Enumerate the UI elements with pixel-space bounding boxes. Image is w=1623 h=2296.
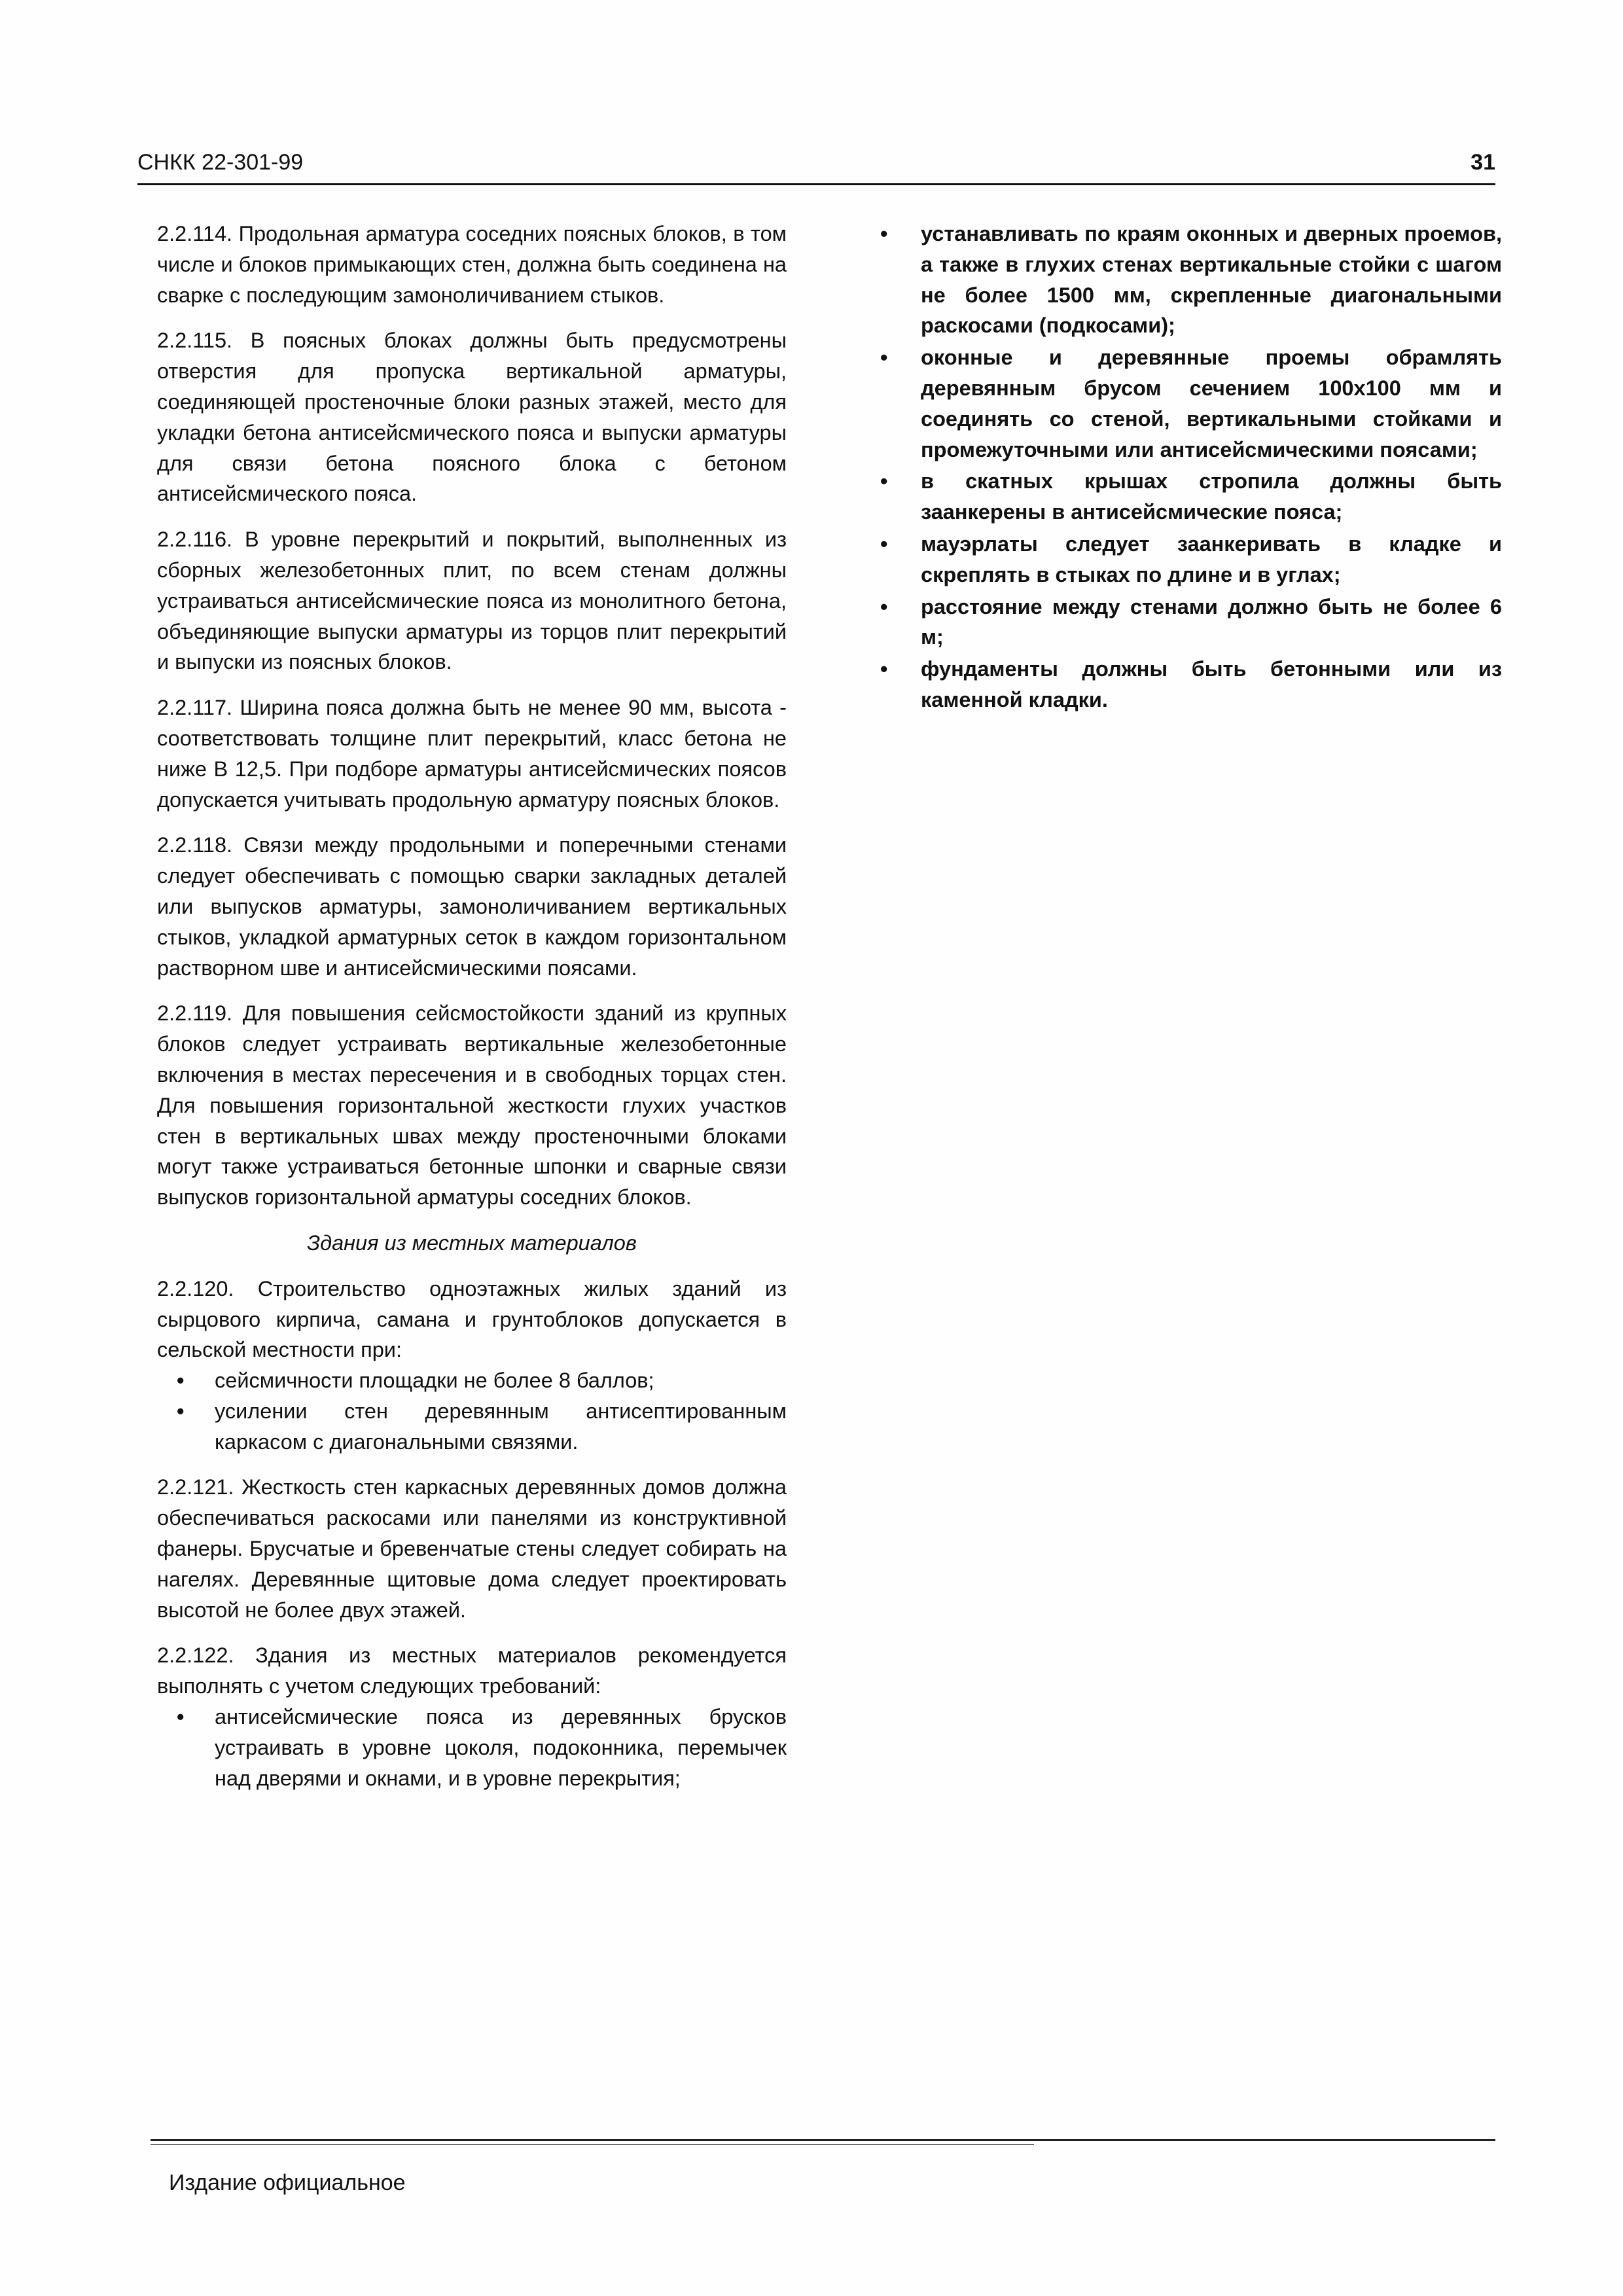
list-item: • устанавливать по краям оконных и дверных проемов, а также в глухих стенах вертикальные стойки с шагом не более 1500 мм, скрепленные диагональными раскосами (подкосами); — [880, 219, 1502, 341]
clause-2-2-120: 2.2.120. Строительство одноэтажных жилых зданий из сырцового кирпича, самана и грунтоблоков допускается в сельской местности при: — [157, 1276, 787, 1362]
clause-2-2-114: 2.2.114. Продольная арматура соседних поясных блоков, в том числе и блоков примыкающих стен, должна быть соединена на сварке с последующим замоноличиванием стыков. — [157, 222, 787, 307]
footer-note: Издание официальное — [169, 2170, 406, 2195]
document-code: СНКК 22-301-99 — [137, 150, 304, 175]
clause-2-2-117: 2.2.117. Ширина пояса должна быть не менее 90 мм, высота - соответствовать толщине плит перекрытий, класс бетона не ниже В 12,5. При подборе арматуры антисейсмических поясов допускается учитывать продольную арматуру поясных блоков. — [157, 696, 787, 812]
right-column — [880, 219, 1502, 730]
clause-2-2-118: 2.2.118. Связи между продольными и поперечными стенами следует обеспечивать с помощью сварки закладных деталей или выпусков арматуры, замоноличиванием вертикальных стыков, укладкой арматурных сеток в каждом горизонтальном растворном шве и антисейсмическими поясами. — [157, 833, 787, 980]
footer-divider — [151, 2139, 1495, 2141]
clause-2-2-116: 2.2.116. В уровне перекрытий и покрытий, выполненных из сборных железобетонных плит, по всем стенам должны устраиваться антисейсмические пояса из монолитного бетона, объединяющие выпуски арматуры из торцов плит перекрытий и выпуски из поясных блоков. — [157, 528, 787, 674]
footer-divider-secondary — [151, 2144, 1034, 2145]
list-item: • мауэрлаты следует заанкеривать в кладке и скреплять в стыках по длине и в углах; — [880, 529, 1502, 590]
list-item: • сейсмичности площадки не более 8 баллов; — [157, 1365, 787, 1396]
clause-2-2-120-list — [157, 1365, 787, 1457]
list-item: • фундаменты должны быть бетонными или из каменной кладки. — [880, 654, 1502, 715]
list-item: • усилении стен деревянным антисептированным каркасом с диагональными связями. — [157, 1396, 787, 1458]
list-item: • оконные и деревянные проемы обрамлять деревянным брусом сечением 100х100 мм и соединять со стеной, вертикальными стойками и промежуточными или антисейсмическими поясами; — [880, 342, 1502, 465]
section-subheading: Здания из местных материалов — [307, 1230, 637, 1255]
clause-2-2-115: 2.2.115. В поясных блоках должны быть предусмотрены отверстия для пропуска вертикальной арматуры, соединяющей простеночные блоки разных этажей, место для укладки бетона антисейсмического пояса и выпуски арматуры для связи бетона поясного блока с бетоном антисейсмического пояса. — [157, 329, 787, 506]
header-divider — [137, 183, 1495, 185]
clause-2-2-119: 2.2.119. Для повышения сейсмостойкости зданий из крупных блоков следует устраивать вертикальные железобетонные включения в местах пересечения и в свободных торцах стен. Для повышения горизонтальной жесткости глухих участков стен в вертикальных швах между простеночными блоками могут также устраиваться бетонные шпонки и сварные связи выпусков горизонтальной арматуры соседних блоков. — [157, 1001, 787, 1210]
left-column — [157, 219, 787, 1808]
list-item: • расстояние между стенами должно быть не более 6 м; — [880, 592, 1502, 653]
clause-2-2-122: 2.2.122. Здания из местных материалов рекомендуется выполнять с учетом следующих требований: — [157, 1643, 787, 1698]
clause-2-2-122-list — [157, 1702, 787, 1793]
page-number: 31 — [1471, 150, 1495, 175]
list-item: • в скатных крышах стропила должны быть заанкерены в антисейсмические пояса; — [880, 466, 1502, 528]
page-header — [137, 147, 1495, 185]
list-item: • антисейсмические пояса из деревянных брусков устраивать в уровне цоколя, подоконника, перемычек над дверями и окнами, и в уровне перекрытия; — [157, 1702, 787, 1793]
clause-2-2-121: 2.2.121. Жесткость стен каркасных деревянных домов должна обеспечиваться раскосами или панелями из конструктивной фанеры. Брусчатые и бревенчатые стены следует собирать на нагелях. Деревянные щитовые дома следует проектировать высотой не более двух этажей. — [157, 1475, 787, 1622]
requirements-list — [880, 219, 1502, 715]
